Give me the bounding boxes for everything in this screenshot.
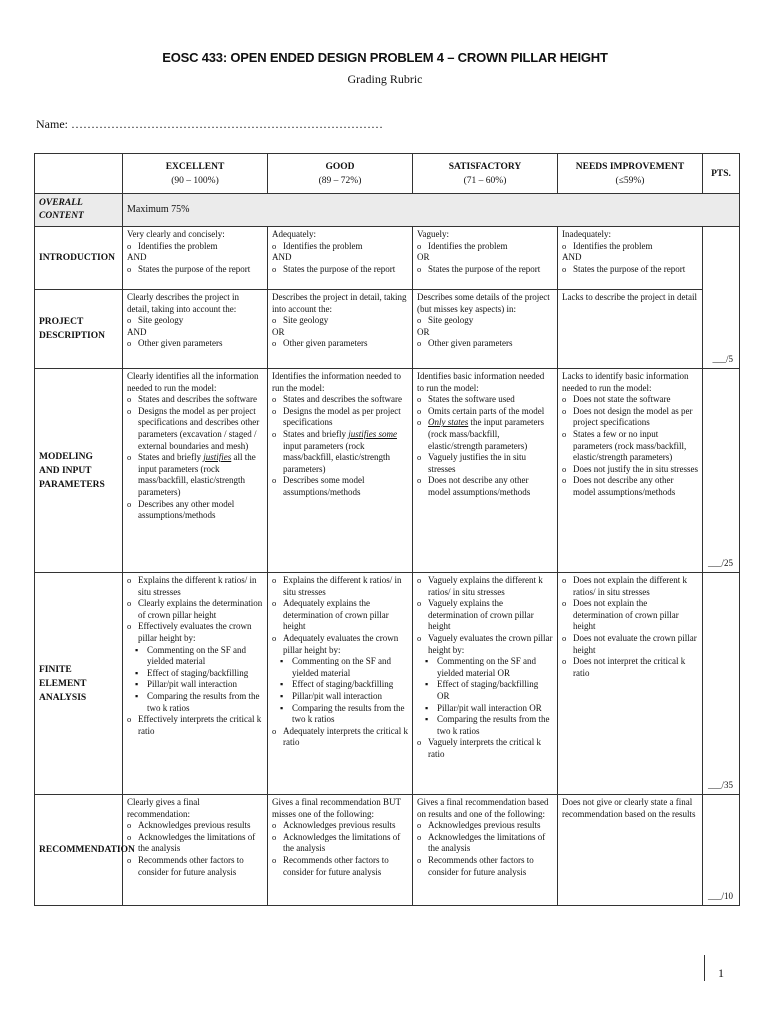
column-title: NEEDS IMPROVEMENT [575, 161, 685, 172]
cell-fea-good [268, 573, 413, 795]
list-item: o Does not justify the in situ stresses [562, 464, 698, 476]
list-item: o Clearly explains the determination of crown pillar height [127, 598, 263, 621]
list-item: o Does not describe any other model assumptions/methods [562, 475, 698, 498]
list-item: o Explains the different k ratios/ in situ stresses [127, 575, 263, 598]
list-item: o Acknowledges the limitations of the analysis [417, 832, 553, 855]
column-title: EXCELLENT [165, 161, 225, 172]
rubric-row-project-description [35, 290, 740, 369]
conjunction: AND [562, 252, 582, 263]
list-item: o Recommends other factors to consider for future analysis [127, 855, 263, 878]
category-recommendation: RECOMMENDATION [35, 795, 123, 906]
conjunction: AND [272, 252, 292, 263]
cell-text: Vaguely: [417, 229, 449, 239]
text-part: all the input parameters (rock mass/backfill, elastic/strength parameters) [138, 452, 256, 497]
list-item: o States the software used [417, 394, 553, 406]
cell-text: Gives a final recommendation based on results and one of the following: [417, 797, 549, 819]
list-item: o Identifies the problem [272, 241, 408, 253]
list-item: o Acknowledges the limitations of the analysis [127, 832, 263, 855]
cell-project-needs-improvement [558, 290, 703, 369]
column-range: (90 – 100%) [171, 175, 219, 186]
cell-text: Inadequately: [562, 229, 611, 239]
cell-introduction-needs-improvement [558, 227, 703, 290]
text-part: States and briefly [138, 452, 204, 463]
list-item: o Does not evaluate the crown pillar height [562, 633, 698, 656]
list-item: o Does not interpret the critical k ratio [562, 656, 698, 679]
cell-fea-needs-improvement [558, 573, 703, 795]
list-item: o Designs the model as per project specifications [272, 406, 408, 429]
list-item: o Designs the model as per project specifications and describes other parameters (excavation / staged / external boundaries and mesh) [127, 406, 263, 452]
sub-list-item: ▪ Commenting on the SF and yielded material [127, 645, 263, 668]
list-item: o Does not describe any other model assumptions/methods [417, 475, 553, 498]
list-item: o Acknowledges previous results [272, 820, 408, 832]
list-item: o States a few or no input parameters (rock mass/backfill, elastic/strength parameters) [562, 429, 698, 464]
list-item: o Acknowledges previous results [417, 820, 553, 832]
sub-list-item: ▪ Effect of staging/backfilling [127, 668, 263, 680]
list-item: o Vaguely explains the different k ratios/ in situ stresses [417, 575, 553, 598]
sub-list-item: ▪ Pillar/pit wall interaction OR [417, 703, 553, 715]
page-subtitle: Grading Rubric [347, 72, 423, 86]
cell-text: Describes the project in detail, taking into account the: [272, 292, 407, 314]
cell-introduction-satisfactory [413, 227, 558, 290]
cell-text: Clearly describes the project in detail, taking into account the: [127, 292, 239, 314]
list-item: o Adequately interprets the critical k ratio [272, 726, 408, 749]
category-text: DESCRIPTION [39, 331, 105, 341]
rubric-row-introduction [35, 227, 740, 290]
cell-text: Clearly gives a final recommendation: [127, 797, 200, 819]
cell-modeling-needs-improvement [558, 369, 703, 573]
list-item: o Does not explain the determination of crown pillar height [562, 598, 698, 633]
column-header-points [703, 154, 740, 194]
column-header-good [268, 154, 413, 194]
underlined-text: justifies [203, 452, 232, 463]
list-item [417, 417, 553, 452]
cell-recommendation-good [268, 795, 413, 906]
overall-content-label: OVERALL CONTENT [39, 198, 84, 221]
column-header-excellent [123, 154, 268, 194]
cell-modeling-excellent [123, 369, 268, 573]
cell-introduction-excellent [123, 227, 268, 290]
category-text: AND INPUT [39, 465, 92, 476]
list-item: o Vaguely evaluates the crown pillar height by: [417, 633, 553, 656]
name-field-label: Name: …………………………………………………………………… [36, 117, 383, 131]
conjunction: OR [417, 252, 430, 263]
cell-recommendation-needs-improvement [558, 795, 703, 906]
column-title: PTS. [711, 168, 731, 179]
list-item: o Site geology [417, 315, 553, 327]
list-item: o Identifies the problem [562, 241, 698, 253]
list-item: o Does not state the software [562, 394, 698, 406]
header-blank-cell [35, 154, 123, 194]
column-header-needs-improvement [558, 154, 703, 194]
list-item [272, 429, 408, 475]
cell-recommendation-satisfactory [413, 795, 558, 906]
cell-text: Lacks to describe the project in detail [562, 292, 697, 302]
page-number: 1 [718, 966, 724, 980]
overall-content-label-cell [35, 194, 123, 227]
grading-rubric-table [34, 153, 740, 906]
cell-introduction-good [268, 227, 413, 290]
column-range: (89 – 72%) [318, 175, 362, 186]
list-item: o Effectively evaluates the crown pillar height by: [127, 621, 263, 644]
sub-list-item: ▪ Commenting on the SF and yielded material OR [417, 656, 553, 679]
column-range: (≤59%) [615, 175, 645, 186]
list-item: o Vaguely interprets the critical k ratio [417, 737, 553, 760]
rubric-row-recommendation [35, 795, 740, 906]
rubric-row-finite-element-analysis [35, 573, 740, 795]
conjunction: AND [127, 326, 147, 337]
list-item [127, 452, 263, 498]
category-introduction: INTRODUCTION [35, 227, 123, 290]
list-item: o Recommends other factors to consider for future analysis [272, 855, 408, 878]
sub-list-item: ▪ Comparing the results from the two k ratios [127, 691, 263, 714]
column-title: SATISFACTORY [448, 161, 522, 172]
overall-content-value-cell [123, 194, 740, 227]
category-text: MODELING [39, 451, 93, 462]
page-title: EOSC 433: OPEN ENDED DESIGN PROBLEM 4 – CROWN PILLAR HEIGHT [162, 50, 608, 65]
list-item: o States the purpose of the report [562, 264, 698, 276]
points-fea: ___/35 [703, 573, 740, 795]
column-title: GOOD [325, 161, 355, 172]
list-item: o Site geology [127, 315, 263, 327]
header-row [35, 154, 740, 194]
rubric-row-modeling [35, 369, 740, 573]
text-part: the input parameters (rock mass/backfill, elastic/strength parameters) [428, 417, 544, 451]
overall-content-row [35, 194, 740, 227]
cell-text: Adequately: [272, 229, 316, 239]
list-item: o Vaguely explains the determination of crown pillar height [417, 598, 553, 633]
text-part: input parameters (rock mass/backfill, elastic/strength parameters) [283, 440, 390, 474]
cell-text: Gives a final recommendation BUT misses one of the following: [272, 797, 401, 819]
sub-list-item: ▪ Effect of staging/backfilling [272, 679, 408, 691]
list-item: o Omits certain parts of the model [417, 406, 553, 418]
underlined-text: justifies some [348, 428, 397, 439]
list-item: o Adequately explains the determination of crown pillar height [272, 598, 408, 633]
list-item: o Acknowledges the limitations of the analysis [272, 832, 408, 855]
list-item: o Explains the different k ratios/ in situ stresses [272, 575, 408, 598]
conjunction: OR [417, 326, 430, 337]
cell-text: Describes some details of the project (but misses key aspects) in: [417, 292, 550, 314]
list-item: o Recommends other factors to consider for future analysis [417, 855, 553, 878]
cell-text: Clearly identifies all the information needed to run the model: [127, 371, 259, 393]
cell-project-satisfactory [413, 290, 558, 369]
cell-text: Identifies the information needed to run the model: [272, 371, 401, 393]
overall-content-value: Maximum 75% [127, 204, 190, 216]
category-modeling [35, 369, 123, 573]
list-item: o Other given parameters [417, 338, 553, 350]
cell-modeling-satisfactory [413, 369, 558, 573]
list-item: o States and describes the software [127, 394, 263, 406]
cell-modeling-good [268, 369, 413, 573]
cell-fea-satisfactory [413, 573, 558, 795]
points-modeling: ___/25 [703, 369, 740, 573]
sub-list-item: ▪ Comparing the results from the two k ratios [272, 703, 408, 726]
cell-text: Identifies basic information needed to run the model: [417, 371, 545, 393]
category-project-description [35, 290, 123, 369]
category-text: PROJECT [39, 317, 84, 327]
list-item: o Identifies the problem [127, 241, 263, 253]
cell-text: Very clearly and concisely: [127, 229, 225, 239]
page-number-divider [704, 955, 705, 981]
list-item: o Effectively interprets the critical k ratio [127, 714, 263, 737]
list-item: o Describes some model assumptions/methods [272, 475, 408, 498]
cell-fea-excellent [123, 573, 268, 795]
list-item: o States the purpose of the report [127, 264, 263, 276]
column-header-satisfactory [413, 154, 558, 194]
list-item: o Does not explain the different k ratios/ in situ stresses [562, 575, 698, 598]
category-finite-element-analysis [35, 573, 123, 795]
underlined-text: Only states [428, 417, 469, 428]
column-range: (71 – 60%) [463, 175, 507, 186]
category-text: ANALYSIS [39, 692, 87, 703]
list-item: o States the purpose of the report [272, 264, 408, 276]
conjunction: AND [127, 252, 147, 263]
category-text: ELEMENT [39, 678, 87, 689]
list-item: o Identifies the problem [417, 241, 553, 253]
cell-text: Lacks to identify basic information needed to run the model: [562, 371, 689, 393]
points-intro-project: ___/5 [703, 227, 740, 369]
list-item: o Adequately evaluates the crown pillar height by: [272, 633, 408, 656]
list-item: o Describes any other model assumptions/methods [127, 499, 263, 522]
points-recommendation: ___/10 [703, 795, 740, 906]
cell-project-excellent [123, 290, 268, 369]
list-item: o Acknowledges previous results [127, 820, 263, 832]
sub-list-item: ▪ Comparing the results from the two k ratios [417, 714, 553, 737]
cell-text: Does not give or clearly state a final recommendation based on the results [562, 797, 696, 819]
sub-list-item: ▪ Pillar/pit wall interaction [127, 679, 263, 691]
list-item: o Site geology [272, 315, 408, 327]
sub-list-item: ▪ Pillar/pit wall interaction [272, 691, 408, 703]
list-item: o Other given parameters [272, 338, 408, 350]
list-item: o States and describes the software [272, 394, 408, 406]
cell-recommendation-excellent [123, 795, 268, 906]
conjunction: OR [272, 326, 285, 337]
category-text: FINITE [39, 664, 72, 675]
list-item: o States the purpose of the report [417, 264, 553, 276]
text-part: States and briefly [283, 428, 349, 439]
sub-list-item: ▪ Effect of staging/backfilling OR [417, 679, 553, 702]
category-text: PARAMETERS [39, 479, 105, 490]
cell-project-good [268, 290, 413, 369]
list-item: o Vaguely justifies the in situ stresses [417, 452, 553, 475]
list-item: o Other given parameters [127, 338, 263, 350]
sub-list-item: ▪ Commenting on the SF and yielded material [272, 656, 408, 679]
list-item: o Does not design the model as per project specifications [562, 406, 698, 429]
